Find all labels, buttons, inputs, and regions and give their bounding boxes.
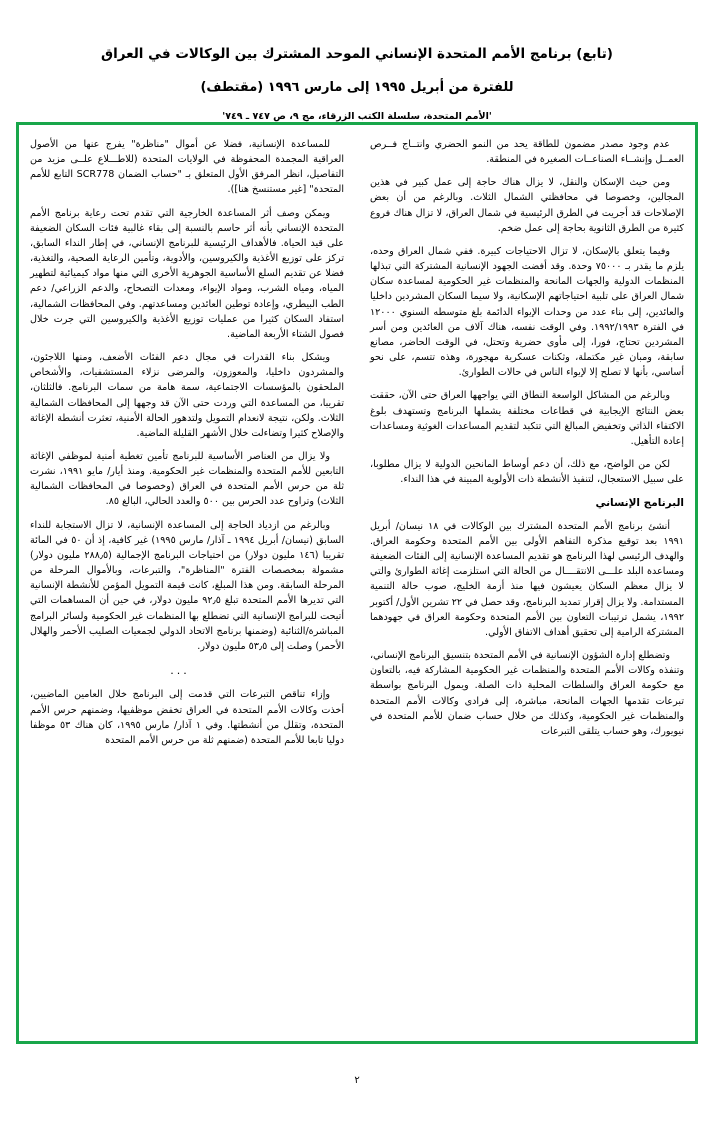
page-title: (تابع) برنامج الأمم المتحدة الإنساني الموحد المشترك بين الوكالات في العراق: [101, 46, 613, 62]
paragraph: ويمكن وصف أثر المساعدة الخارجية التي تقدم تحت رعاية برنامج الأمم المتحدة الإنساني بأنه أثر حاسم بالنسبة إلى بقاء غالبية فئات السكان الضعيفة على قيد الحياة. فالأهداف الرئيسية للبرنامج الإنساني، في إطار النداء السابق، تركز على توزيع الأغذية والكيروسين، والأدوية، وتأمين الرعاية الصحية، والتغذية، فضلا عن تقديم السلع الأساسية الجوهرية الأخرى التي منها مواد كيميائية لتطهير المياه، ومياه الشرب، ومواد الإيواء، ومعدات التصحاح، والدعم الزراعي/ دعم الطب البيطري، وإعادة توطين العائدين ومساعدتهم. وفي المحافظات الشمالية، استفاد السكان كثيرا من عمليات توزيع الأغذية والكيروسين التي جرت خلال فصول الشتاء الأربعة الماضية.: [30, 207, 344, 340]
paragraph: أنشئ برنامج الأمم المتحدة المشترك بين الوكالات في ١٨ نيسان/ أبريل ١٩٩١ بعد توقيع مذكرة التفاهم الأولى بين الأمم المتحدة وحكومة العراق. والهدف الرئيسي لهذا البرنامج هو تقديم المساعدة الإنسانية إلى الفئات الضعيفة ومساعدة البلد علـــى الانتقــــال من الحالة التي استلزمت إغاثة الطوارئ والتي لا يزال معظم السكان يعيشون فيها منذ أزمة الخليج، صوب حالة التنمية المستدامة. ولا يزال إقرار تمديد البرنامج، وقد حصل في ٢٢ تشرين الأول/ أكتوبر ١٩٩٢، يشمل ترتيبات التعاون بين الأمم المتحدة وحكومة العراق في جهودهما المشتركة الرامية إلى تحقيق أهداف الاتفاق الأولي.: [370, 520, 684, 638]
page-subtitle: للفترة من أبريل ١٩٩٥ إلى مارس ١٩٩٦ (مقتطف): [200, 79, 514, 95]
paragraph: ولا يزال من العناصر الأساسية للبرنامج تأمين تغطية أمنية لموظفي الإغاثة التابعين للأمم المتحدة والمنظمات غير الحكومية. ومنذ أيار/ مايو ١٩٩١، نشرت ثلة من حرس الأمم المتحدة في العراق (وخصوصا في المحافظات الشمالية الثلاث) وتراوح عدد الحرس بين ٥٠٠ والعدد الحالي، البالغ ٨٥.: [30, 450, 344, 508]
column-right: [370, 137, 684, 1030]
paragraph: ويشكل بناء القدرات في مجال دعم الفئات الأضعف، ومنها اللاجئون، والمشردون داخليا، والمعوزون، والمرضى نزلاء المستشفيات، والأشخاص الملحقون بالمؤسسات الاجتماعية، سمة هامة من سمات البرنامج. فالثلثان، تقريبا، من المساعدة التي وردت حتى الآن قد وجهها إلى المحافظات الشمالية الثلاث. ولكن، نتيجة لانعدام التمويل ولتدهور الحالة الأمنية، تعثرت أنشطة الإغاثة والإصلاح كثيرا وتضاءلت خلال الأشهر القليلة الماضية.: [30, 352, 344, 439]
column-left: [30, 137, 344, 1030]
paragraph: وإزاء تناقص التبرعات التي قدمت إلى البرنامج خلال العامين الماضيين، أخذت وكالات الأمم المتحدة في العراق تخفض موظفيها، وضمنهم حرس الأمم المتحدة، وتقلل من أنشطتها. وفي ١ آذار/ مارس ١٩٩٥، كان هناك ٥٣ موظفا دوليا تابعا للأمم المتحدة (ضمنهم ثلة من حرس الأمم المتحدة: [30, 689, 344, 746]
section-heading: البرنامج الإنساني: [595, 497, 684, 510]
paragraph: لكن من الواضح، مع ذلك، أن دعم أوساط المانحين الدولية لا يزال مطلوبا، على سبيل الاستعجال، لتنفيذ الأنشطة ذات الأولوية المبينة في هذا النداء.: [370, 458, 684, 486]
source-citation: 'الأمم المتحدة، سلسلة الكتب الزرقاء، مج ٩، ص ٧٤٧ ـ ٧٤٩': [222, 111, 492, 123]
body-columns: [30, 137, 684, 1030]
paragraph: ومن حيث الإسكان والنقل، لا يزال هناك حاجة إلى عمل كبير في هذين المجالين، وخصوصا في محافظتي الشمال الثلاث. وبالرغم من أن بعض الإصلاحات قد أجريت في الطرق الرئيسية في شمال العراق، لا تزال هناك فروع كثيرة من الطرق الثانوية بحاجة إلى عمل ضخم.: [370, 177, 684, 234]
document-header: [0, 0, 714, 125]
paragraph: وبالرغم من المشاكل الواسعة النطاق التي يواجهها العراق حتى الآن، حققت بعض النتائج الإيجابية في قطاعات مختلفة يشملها البرنامج وتستهدف بلوغ الاكتفاء الذاتي وتخفيض المبالغ التي تتكبد لتقديم المساعدات الغوثية ومساعدات إعادة التأهيل.: [370, 390, 684, 447]
page-number: ٢: [354, 1075, 360, 1086]
paragraph: للمساعدة الإنسانية، فضلا عن أموال "مناظرة" يفرج عنها من الأصول العراقية المجمدة المحفوظة في الولايات المتحدة (للاطـــلاع علــى مزيد من التفاصيل، انظر المرفق الأول المتعلق بـ "حساب الضمان SCR778 التابع للأمم المتحدة" [غير مستنسخ هنا]).: [30, 139, 344, 196]
paragraph: وفيما يتعلق بالإسكان، لا تزال الاحتياجات كبيرة. ففي شمال العراق وحده، يلزم ما يقدر بـ ٧٥٠٠٠ وحدة. وقد أفضت الجهود الإنسانية المشتركة التي تبذلها المنظمات الدولية والجهات المانحة والمنظمات غير الحكومية لمساعدة سكان شمال العراق على تلبية احتياجاتهم الإسكانية، ولا سيما السكان المشردين داخليا والعائدين، إلى بناء عدد من وحدات الإيواء الدائمة بلغ متوسطه السنوي ١٢٠٠٠ في الفترة ١٩٩٢/١٩٩٣. وفي الوقت نفسه، هناك آلاف من العائدين ومن أسر المشردين تحتاج، فورا، إلى مأوى حضرية وتحتل، في الوقت الحاضر، مصانع سابقة، ومبان غير مكتملة، وثكنات عسكرية مهجورة، وهذه تتسم، على نحو أساسي، بأنها لا تصلح إلا لإيواء الناس في حالات الطوارئ.: [370, 245, 684, 379]
paragraph: عدم وجود مصدر مضمون للطاقة يحد من النمو الحضري وانتــاج فــرص العمــل وإنشــاء الصناعــات الصغيرة في المنطقة.: [370, 139, 684, 166]
paragraph: وبالرغم من ازدياد الحاجة إلى المساعدة الإنسانية، لا تزال الاستجابة للنداء السابق (نيسان/ أبريل ١٩٩٤ ـ آذار/ مارس ١٩٩٥) غير كافية، إذ أن ٥٠ في المائة تقريبا (١٤٦ مليون دولار) من احتياجات البرنامج الإجمالية (٢٨٨٫٥ مليون دولار) مشمولة بمخصصات الفترة "المناظرة"، والتبرعات، وبالأموال المرحلة من المرحلة السابقة. ومن هذا المبلغ، كانت قيمة التمويل المؤمن للأنشطة الإنسانية التي تديرها الأمم المتحدة تبلغ ٩٢٫٥ مليون دولار، في حين أن المساهمات التي أتيحت للبرامج الإنسانية التي تضطلع بها المنظمات غير الحكومية ولسائر البرامج المباشرة/الثنائية (وضمنها برنامج الاتحاد الدولي لجمعيات الصليب الأحمر والهلال الأحمر) وصلت إلى ٥٣٫٥ مليون دولار.: [30, 519, 344, 652]
section-divider: ...: [170, 664, 190, 677]
paragraph: وتضطلع إدارة الشؤون الإنسانية في الأمم المتحدة بتنسيق البرنامج الإنساني، وتنفذه وكالات الأمم المتحدة والمنظمات غير الحكومية المشاركة فيه، بالتعاون مع حكومة العراق والسلطات المحلية ذات الصلة. ويمول البرنامج بواسطة تبرعات تقدمها الجهات المانحة، مباشرة، إلى فرادى وكالات الأمم المتحدة والمنظمات غير الحكومية، وكذلك من خلال حساب ضمان للأمم المتحدة في نيويورك، وهو حساب يتلقى التبرعات: [370, 650, 684, 737]
